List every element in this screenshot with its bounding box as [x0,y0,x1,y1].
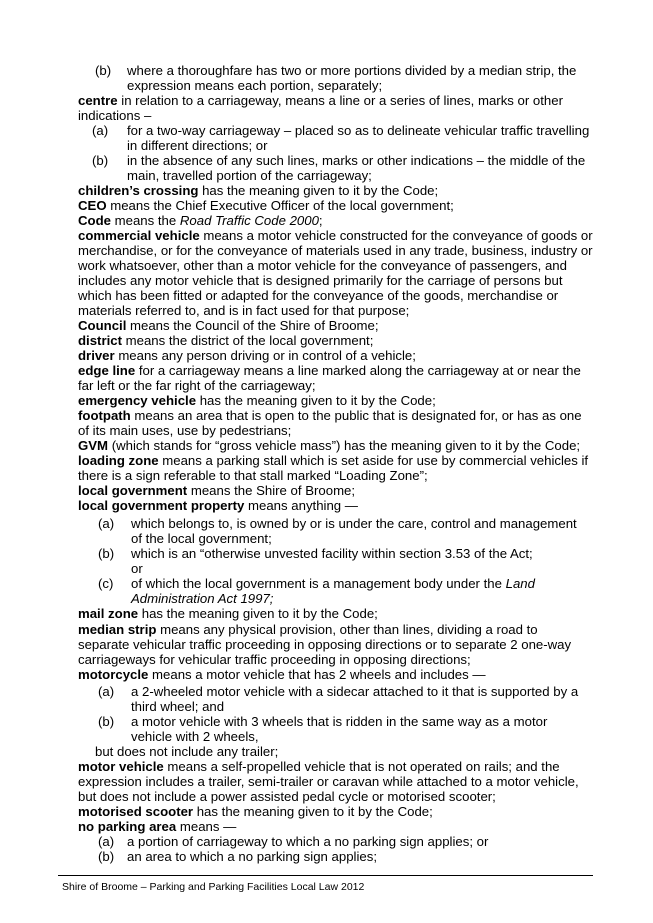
definition-text: means the district of the local government; [121,333,374,348]
term: loading zone [78,453,159,468]
list-marker: (a) [98,516,115,531]
list-item-text: expression means each portion, separately; [127,78,383,93]
definition-ceo [78,198,454,213]
definition-centre [78,93,563,108]
list-item-text: a motor vehicle with 3 wheels that is ridden in the same way as a motor [131,714,548,729]
list-item-text: main, travelled portion of the carriageway; [127,168,372,183]
list-marker: (b) [95,63,112,78]
term: Council [78,318,127,333]
definition-text: there is a sign referable to that stall marked “Loading Zone”; [78,468,428,483]
term: local government property [78,498,245,513]
definition-motorcycle [78,667,486,682]
definition-median-strip [78,622,538,637]
list-item-text: third wheel; and [131,699,225,714]
definition-text: but does not include any trailer; [95,744,279,759]
term: Code [78,213,111,228]
definition-driver [78,348,416,363]
act-title: Road Traffic Code 2000 [179,213,319,228]
term: centre [78,93,118,108]
definition-text: indications – [78,108,152,123]
act-title: Administration Act 1997; [131,591,274,606]
definition-text: which has been fitted or adapted for the conveyance of the goods, merchandise or [78,288,559,303]
list-marker: (b) [98,714,115,729]
definition-council [78,318,379,333]
definition-text: far left or the far right of the carriageway; [78,378,316,393]
definition-text: means an area that is open to the public that is designated for, or has as one [130,408,582,423]
definition-text: but does not include a power assisted pedal cycle or motorised scooter; [78,789,496,804]
list-item-text: vehicle with 2 wheels, [131,729,259,744]
definition-text: (which stands for “gross vehicle mass”) has the meaning given to it by the Code; [108,438,581,453]
list-item-text: a 2-wheeled motor vehicle with a sidecar attached to it that is supported by a [131,684,579,699]
definition-commercial-vehicle [78,228,593,243]
term: CEO [78,198,107,213]
term: no parking area [78,819,177,834]
list-item-text: an area to which a no parking sign applies; [127,849,377,864]
list-item-text: in the absence of any such lines, marks or other indications – the middle of the [127,153,586,168]
list-item-text: or [131,561,143,576]
footer-divider [58,875,593,876]
definition-loading-zone [78,453,588,468]
definition-text: of its main uses, use by pedestrians; [78,423,292,438]
definition-code [78,213,323,228]
definition-text: has the meaning given to it by the Code; [198,183,439,198]
list-marker: (c) [98,576,114,591]
definition-motor-vehicle [78,759,560,774]
term: mail zone [78,606,139,621]
act-title: Land [505,576,535,591]
term: commercial vehicle [78,228,200,243]
term: local government [78,483,188,498]
definition-text: means — [176,819,237,834]
list-item-text-part: of which the local government is a management body under the [131,576,506,591]
term: motor vehicle [78,759,164,774]
list-marker: (a) [98,684,115,699]
term: emergency vehicle [78,393,197,408]
page-footer: Shire of Broome – Parking and Parking Facilities Local Law 2012 [62,881,365,893]
definition-text: carriageways for vehicular traffic proceeding in opposing directions; [78,652,471,667]
list-marker: (b) [98,849,115,864]
list-item-text: a portion of carriageway to which a no parking sign applies; or [127,834,489,849]
definition-text: in relation to a carriageway, means a line or a series of lines, marks or other [117,93,563,108]
definition-text: means the Council of the Shire of Broome; [126,318,379,333]
list-item-text: which belongs to, is owned by or is under the care, control and management [131,516,577,531]
term: district [78,333,122,348]
definition-text: separate vehicular traffic proceeding in opposing directions or to separate 2 one-way [78,637,572,652]
definition-text: has the meaning given to it by the Code; [193,804,433,819]
definition-text: merchandise, or for the conveyance of materials used in any trade, business, industry or [78,243,593,258]
definition-text: work whatsoever, other than a motor vehicle for the conveyance of passengers, and [78,258,567,273]
definition-local-government-property [78,498,358,513]
list-item-text: which is an “otherwise unvested facility within section 3.53 of the Act; [131,546,533,561]
list-item-text: of the local government; [131,531,272,546]
definition-text: means anything — [244,498,358,513]
list-item-text: where a thoroughfare has two or more portions divided by a median strip, the [127,63,577,78]
list-marker: (a) [98,834,115,849]
definition-text: means the [110,213,180,228]
list-marker: (b) [92,153,109,168]
definition-text: means any physical provision, other than lines, dividing a road to [156,622,538,637]
term: motorcycle [78,667,149,682]
definition-footpath [78,408,582,423]
definition-childrens-crossing [78,183,438,198]
definition-edge-line [78,363,581,378]
definition-text: includes any motor vehicle that is designed primarily for the carriage of persons but [78,273,563,288]
list-marker: (b) [98,546,115,561]
definition-mail-zone [78,606,378,621]
term: median strip [78,622,157,637]
definition-gvm [78,438,580,453]
list-item-text: for a two-way carriageway – placed so as to delineate vehicular traffic travelling [127,123,590,138]
definition-text: means a parking stall which is set aside for use by commercial vehicles if [158,453,589,468]
definition-text: means a motor vehicle constructed for the conveyance of goods or [199,228,593,243]
term: GVM [78,438,109,453]
list-item-text [131,576,535,591]
definition-text: means a self-propelled vehicle that is not operated on rails; and the [163,759,560,774]
definition-text: for a carriageway means a line marked along the carriageway at or near the [135,363,581,378]
definition-emergency-vehicle [78,393,436,408]
definition-text: materials referred to, and is in fact used for that purpose; [78,303,410,318]
term: motorised scooter [78,804,194,819]
definition-text: means the Chief Executive Officer of the local government; [106,198,454,213]
definition-text: ; [318,213,323,228]
definition-text: means any person driving or in control of a vehicle; [114,348,416,363]
term: children’s crossing [78,183,199,198]
definition-text: has the meaning given to it by the Code; [138,606,378,621]
list-marker: (a) [92,123,109,138]
term: driver [78,348,115,363]
definition-text: means a motor vehicle that has 2 wheels and includes — [148,667,486,682]
definition-district [78,333,373,348]
definition-text: means the Shire of Broome; [187,483,356,498]
term: footpath [78,408,131,423]
definition-text: expression includes a trailer, semi-trailer or caravan while attached to a motor vehicle, [78,774,579,789]
term: edge line [78,363,136,378]
definition-no-parking-area [78,819,236,834]
list-item-text: in different directions; or [127,138,268,153]
definition-text: has the meaning given to it by the Code; [196,393,436,408]
definition-motorised-scooter [78,804,433,819]
definition-local-government [78,483,355,498]
